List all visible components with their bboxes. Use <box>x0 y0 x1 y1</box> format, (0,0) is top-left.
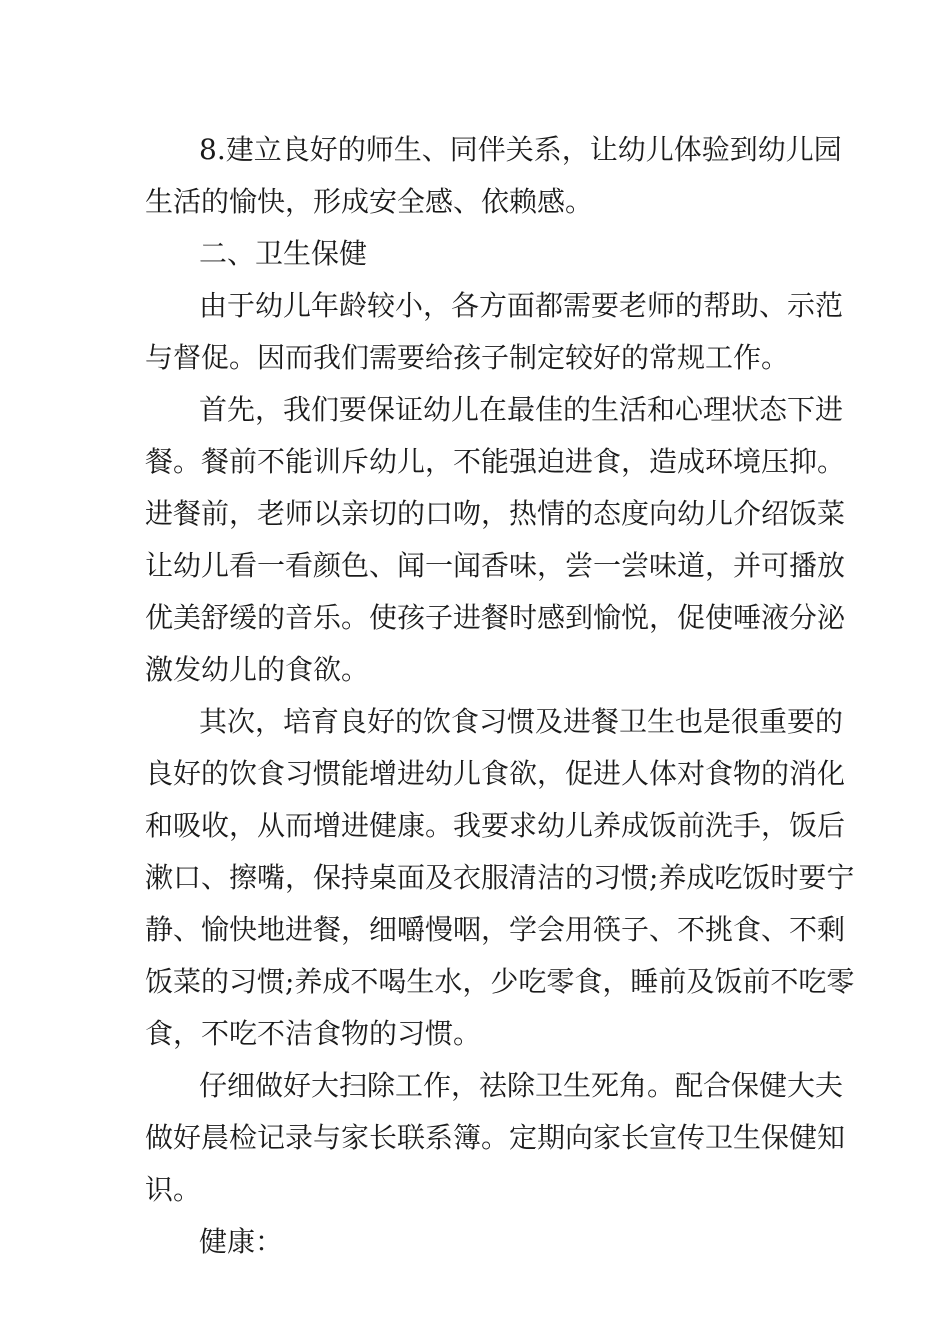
text-line-10: 优美舒缓的音乐。使孩子进餐时感到愉悦，促使唾液分泌 <box>145 601 846 634</box>
text-line-11: 激发幼儿的食欲。 <box>145 653 370 686</box>
text-line-4: 由于幼儿年龄较小，各方面都需要老师的帮助、示范 <box>199 289 844 322</box>
text-line-1: 8.建立良好的师生、同伴关系，让幼儿体验到幼儿园 <box>199 133 842 166</box>
section-heading: 二、卫生保健 <box>199 237 368 270</box>
text-line-19: 仔细做好大扫除工作，祛除卫生死角。配合保健大夫 <box>199 1069 844 1102</box>
text-line-22: 健康： <box>199 1225 284 1258</box>
text-line-2: 生活的愉快，形成安全感、依赖感。 <box>145 185 594 218</box>
text-line-14: 和吸收，从而增进健康。我要求幼儿养成饭前洗手，饭后 <box>145 809 846 842</box>
text-line-9: 让幼儿看一看颜色、闻一闻香味，尝一尝味道，并可播放 <box>145 549 846 582</box>
text-line-13: 良好的饮食习惯能增进幼儿食欲，促进人体对食物的消化 <box>145 757 846 790</box>
text-line-17: 饭菜的习惯;养成不喝生水，少吃零食，睡前及饭前不吃零 <box>145 965 855 998</box>
text-line-5: 与督促。因而我们需要给孩子制定较好的常规工作。 <box>145 341 790 374</box>
text-line-15: 漱口、擦嘴，保持桌面及衣服清洁的习惯;养成吃饭时要宁 <box>145 861 855 894</box>
text-line-12: 其次，培育良好的饮食习惯及进餐卫生也是很重要的 <box>199 705 844 738</box>
text-line-7: 餐。餐前不能训斥幼儿，不能强迫进食，造成环境压抑。 <box>145 445 846 478</box>
text-line-18: 食，不吃不洁食物的习惯。 <box>145 1017 482 1050</box>
text-line-20: 做好晨检记录与家长联系簿。定期向家长宣传卫生保健知 <box>145 1121 846 1154</box>
text-line-8: 进餐前，老师以亲切的口吻，热情的态度向幼儿介绍饭菜 <box>145 497 846 530</box>
text-line-21: 识。 <box>145 1173 202 1206</box>
text-line-6: 首先，我们要保证幼儿在最佳的生活和心理状态下进 <box>199 393 844 426</box>
text-line-16: 静、愉快地进餐，细嚼慢咽，学会用筷子、不挑食、不剩 <box>145 913 846 946</box>
